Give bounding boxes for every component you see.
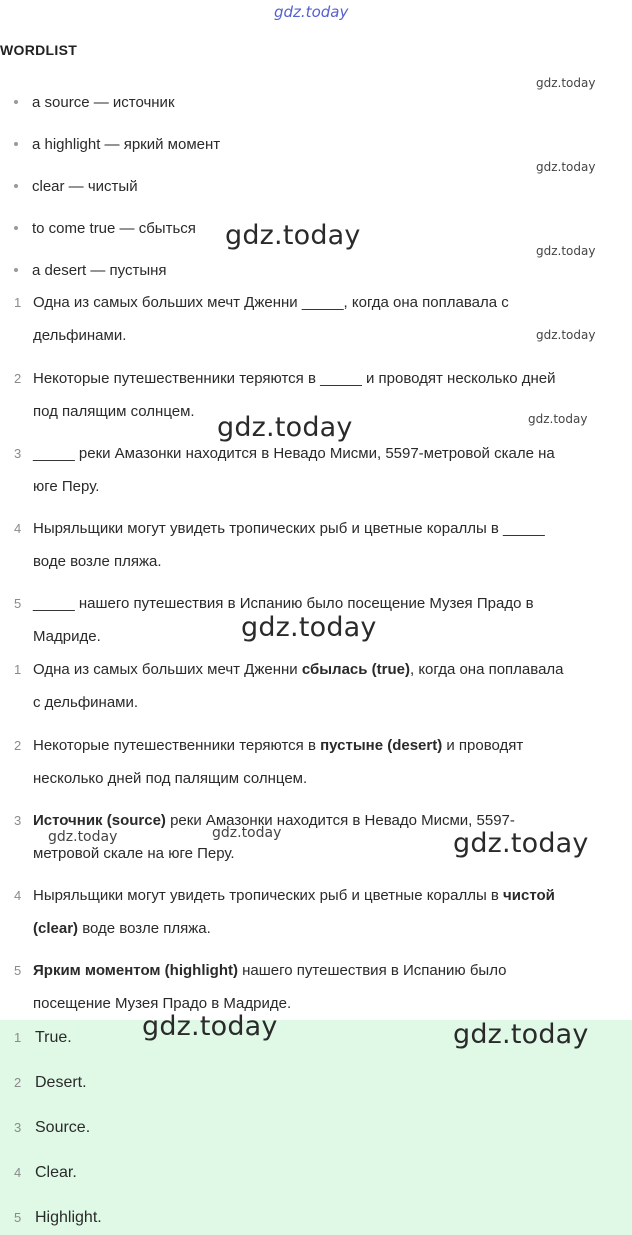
solution-text xyxy=(33,729,628,795)
watermark: gdz.today xyxy=(217,412,353,443)
bullet-icon xyxy=(14,142,18,146)
bullet-icon xyxy=(14,184,18,188)
item-number: 2 xyxy=(14,738,22,753)
item-number: 4 xyxy=(14,521,22,536)
exercise-line: под палящим солнцем. xyxy=(33,403,195,420)
item-number: 5 xyxy=(14,1210,22,1225)
solution-answer: Ярким моментом (highlight) xyxy=(33,962,238,979)
item-number: 1 xyxy=(14,295,22,310)
solution-answer: Источник (source) xyxy=(33,812,166,829)
solution-line: воде возле пляжа. xyxy=(78,920,211,937)
watermark: gdz.today xyxy=(453,1019,589,1050)
item-number: 5 xyxy=(14,596,22,611)
wordlist-item xyxy=(14,136,220,153)
watermark: gdz.today xyxy=(536,244,596,258)
wordlist-item xyxy=(14,178,138,195)
exercise-line: дельфинами. xyxy=(33,327,127,344)
solution-text-pre: Ныряльщики могут увидеть тропических рыб и цветные кораллы в xyxy=(33,887,504,904)
solution-line: посещение Музея Прадо в Мадриде. xyxy=(33,995,292,1012)
wordlist-item-text: a source — источник xyxy=(32,94,175,111)
exercise-line: _____ нашего путешествия в Испанию было посещение Музея Прадо в xyxy=(33,595,534,612)
item-number: 3 xyxy=(14,446,22,461)
wordlist-item-text: clear — чистый xyxy=(32,178,138,195)
answers-panel: 1 True. 2 Desert. 3 Source. 4 Clear. 5 Highlight. xyxy=(0,1020,632,1235)
wordlist-item xyxy=(14,262,167,279)
solution-text-pre: Одна из самых больших мечт Дженни xyxy=(33,661,302,678)
exercise-text xyxy=(33,437,628,503)
wordlist-item-text: to come true — сбыться xyxy=(32,220,196,237)
exercise-line: _____ реки Амазонки находится в Невадо Мисми, 5597-метровой скале на xyxy=(33,445,555,462)
watermark: gdz.today xyxy=(225,220,361,251)
watermark: gdz.today xyxy=(536,160,596,174)
solution-answer: (clear) xyxy=(33,920,79,937)
solution-text xyxy=(33,653,628,719)
watermark: gdz.today xyxy=(528,412,588,426)
exercise-line: юге Перу. xyxy=(33,478,100,495)
wordlist-item-text: a desert — пустыня xyxy=(32,262,167,279)
watermark: gdz.today xyxy=(536,328,596,342)
watermark-top: gdz.today xyxy=(274,3,349,21)
item-number: 5 xyxy=(14,963,22,978)
item-number: 4 xyxy=(14,888,22,903)
solution-text xyxy=(33,954,628,1020)
item-number: 1 xyxy=(14,1030,22,1045)
solution-text-post: , когда она поплавала xyxy=(409,661,564,678)
exercise-line: Некоторые путешественники теряются в _____ и проводят несколько дней xyxy=(33,370,556,387)
wordlist-title: WORDLIST xyxy=(0,42,78,58)
solution-text-pre: Некоторые путешественники теряются в xyxy=(33,737,321,754)
solution-text-post: нашего путешествия в Испанию было xyxy=(237,962,507,979)
exercise-line: воде возле пляжа. xyxy=(33,553,162,570)
solution-text-post: реки Амазонки находится в Невадо Мисми, 5597- xyxy=(165,812,515,829)
solution-answer: сбылась (true) xyxy=(301,661,410,678)
solution-line: метровой скале на юге Перу. xyxy=(33,845,235,862)
watermark: gdz.today xyxy=(536,76,596,90)
watermark: gdz.today xyxy=(241,612,377,643)
bullet-icon xyxy=(14,268,18,272)
bullet-icon xyxy=(14,100,18,104)
item-number: 2 xyxy=(14,1075,22,1090)
solution-line: с дельфинами. xyxy=(33,694,139,711)
exercise-text xyxy=(33,286,628,352)
solution-answer: чистой xyxy=(503,887,555,904)
bullet-icon xyxy=(14,226,18,230)
watermark: gdz.today xyxy=(212,825,282,841)
solution-answer: пустыне (desert) xyxy=(320,737,443,754)
exercise-line: Одна из самых больших мечт Дженни _____, когда она поплавала с xyxy=(33,294,509,311)
exercise-line: Мадриде. xyxy=(33,628,101,645)
item-number: 4 xyxy=(14,1165,22,1180)
wordlist-item-text: a highlight — яркий момент xyxy=(32,136,221,153)
exercise-line: Ныряльщики могут увидеть тропических рыб и цветные кораллы в _____ xyxy=(33,520,545,537)
solution-text-post: и проводят xyxy=(442,737,524,754)
watermark: gdz.today xyxy=(453,828,589,859)
solution-text xyxy=(33,879,628,945)
wordlist-item xyxy=(14,94,175,111)
wordlist-item xyxy=(14,220,196,237)
solution-line: несколько дней под палящим солнцем. xyxy=(33,770,308,787)
watermark: gdz.today xyxy=(48,829,118,845)
exercise-text xyxy=(33,512,628,578)
item-number: 2 xyxy=(14,371,22,386)
watermark: gdz.today xyxy=(142,1011,278,1042)
item-number: 3 xyxy=(14,1120,22,1135)
item-number: 1 xyxy=(14,662,22,677)
item-number: 3 xyxy=(14,813,22,828)
